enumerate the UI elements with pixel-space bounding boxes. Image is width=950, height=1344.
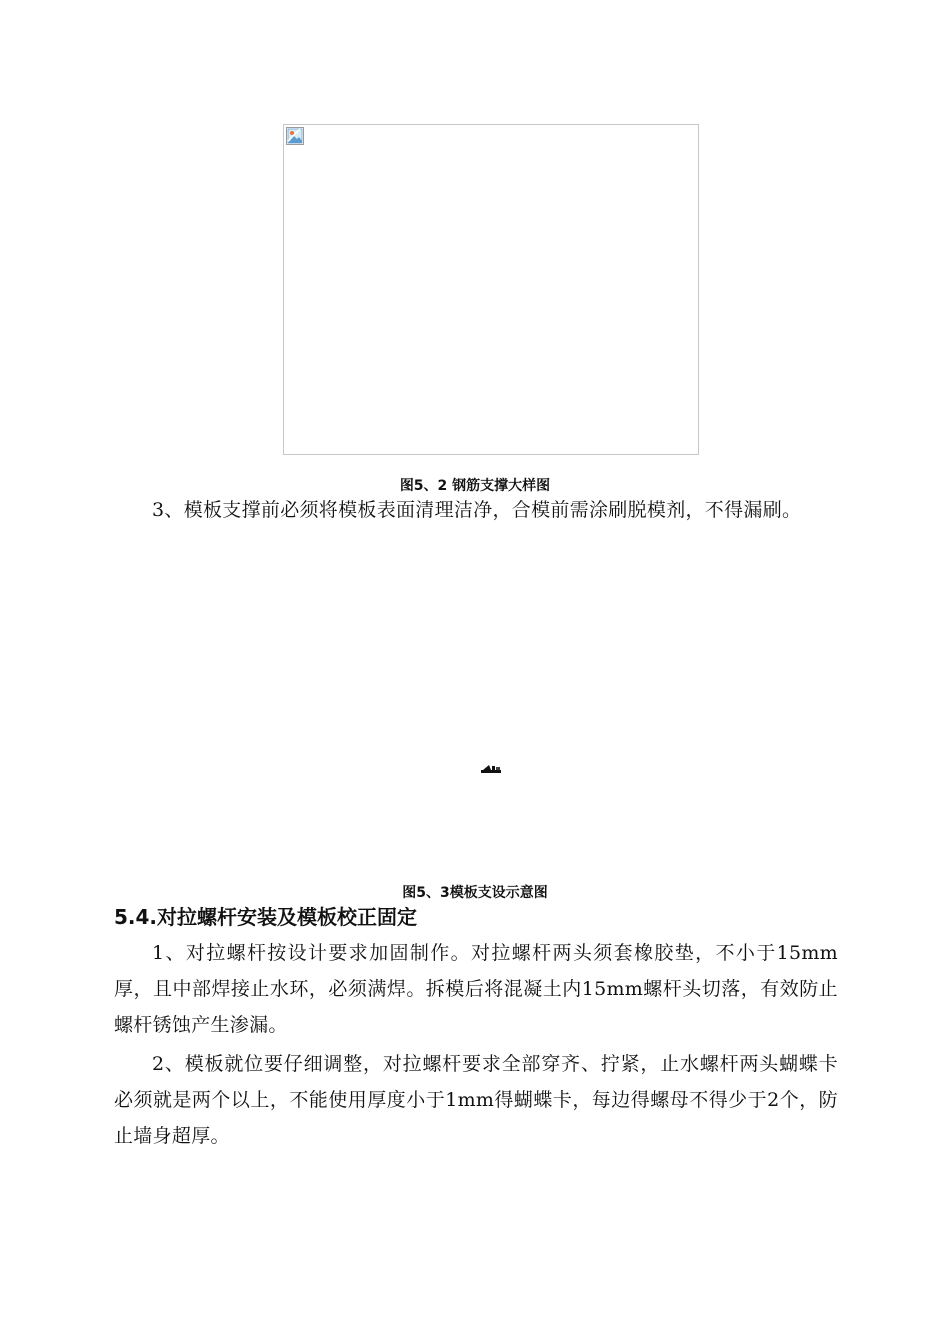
- figure-5-3-caption: 图5、3模板支设示意图: [402, 885, 548, 901]
- scaffold-glyph-icon: [481, 764, 501, 774]
- paragraph-1: 1、对拉螺杆按设计要求加固制作。对拉螺杆两头须套橡胶垫，不小于15mm厚，且中部焊接止水环，必须满焊。拆模后将混凝土内15mm螺杆头切落，有效防止螺杆锈蚀产生渗漏。: [114, 942, 838, 1036]
- figure-5-2-caption: 图5、2 钢筋支撑大样图: [399, 478, 551, 494]
- paragraph-3: 3、模板支撑前必须将模板表面清理洁净，合模前需涂刷脱模剂，不得漏刷。: [152, 499, 802, 521]
- figure-5-2-image: [283, 124, 699, 455]
- broken-image-icon: [286, 127, 304, 145]
- paragraph-2: 2、模板就位要仔细调整，对拉螺杆要求全部穿齐、拧紧，止水螺杆两头蝴蝶卡必须就是两个以上，不能使用厚度小于1mm得蝴蝶卡，每边得螺母不得少于2个，防止墙身超厚。: [114, 1053, 838, 1147]
- section-heading: 5.4.对拉螺杆安装及模板校正固定: [114, 905, 418, 929]
